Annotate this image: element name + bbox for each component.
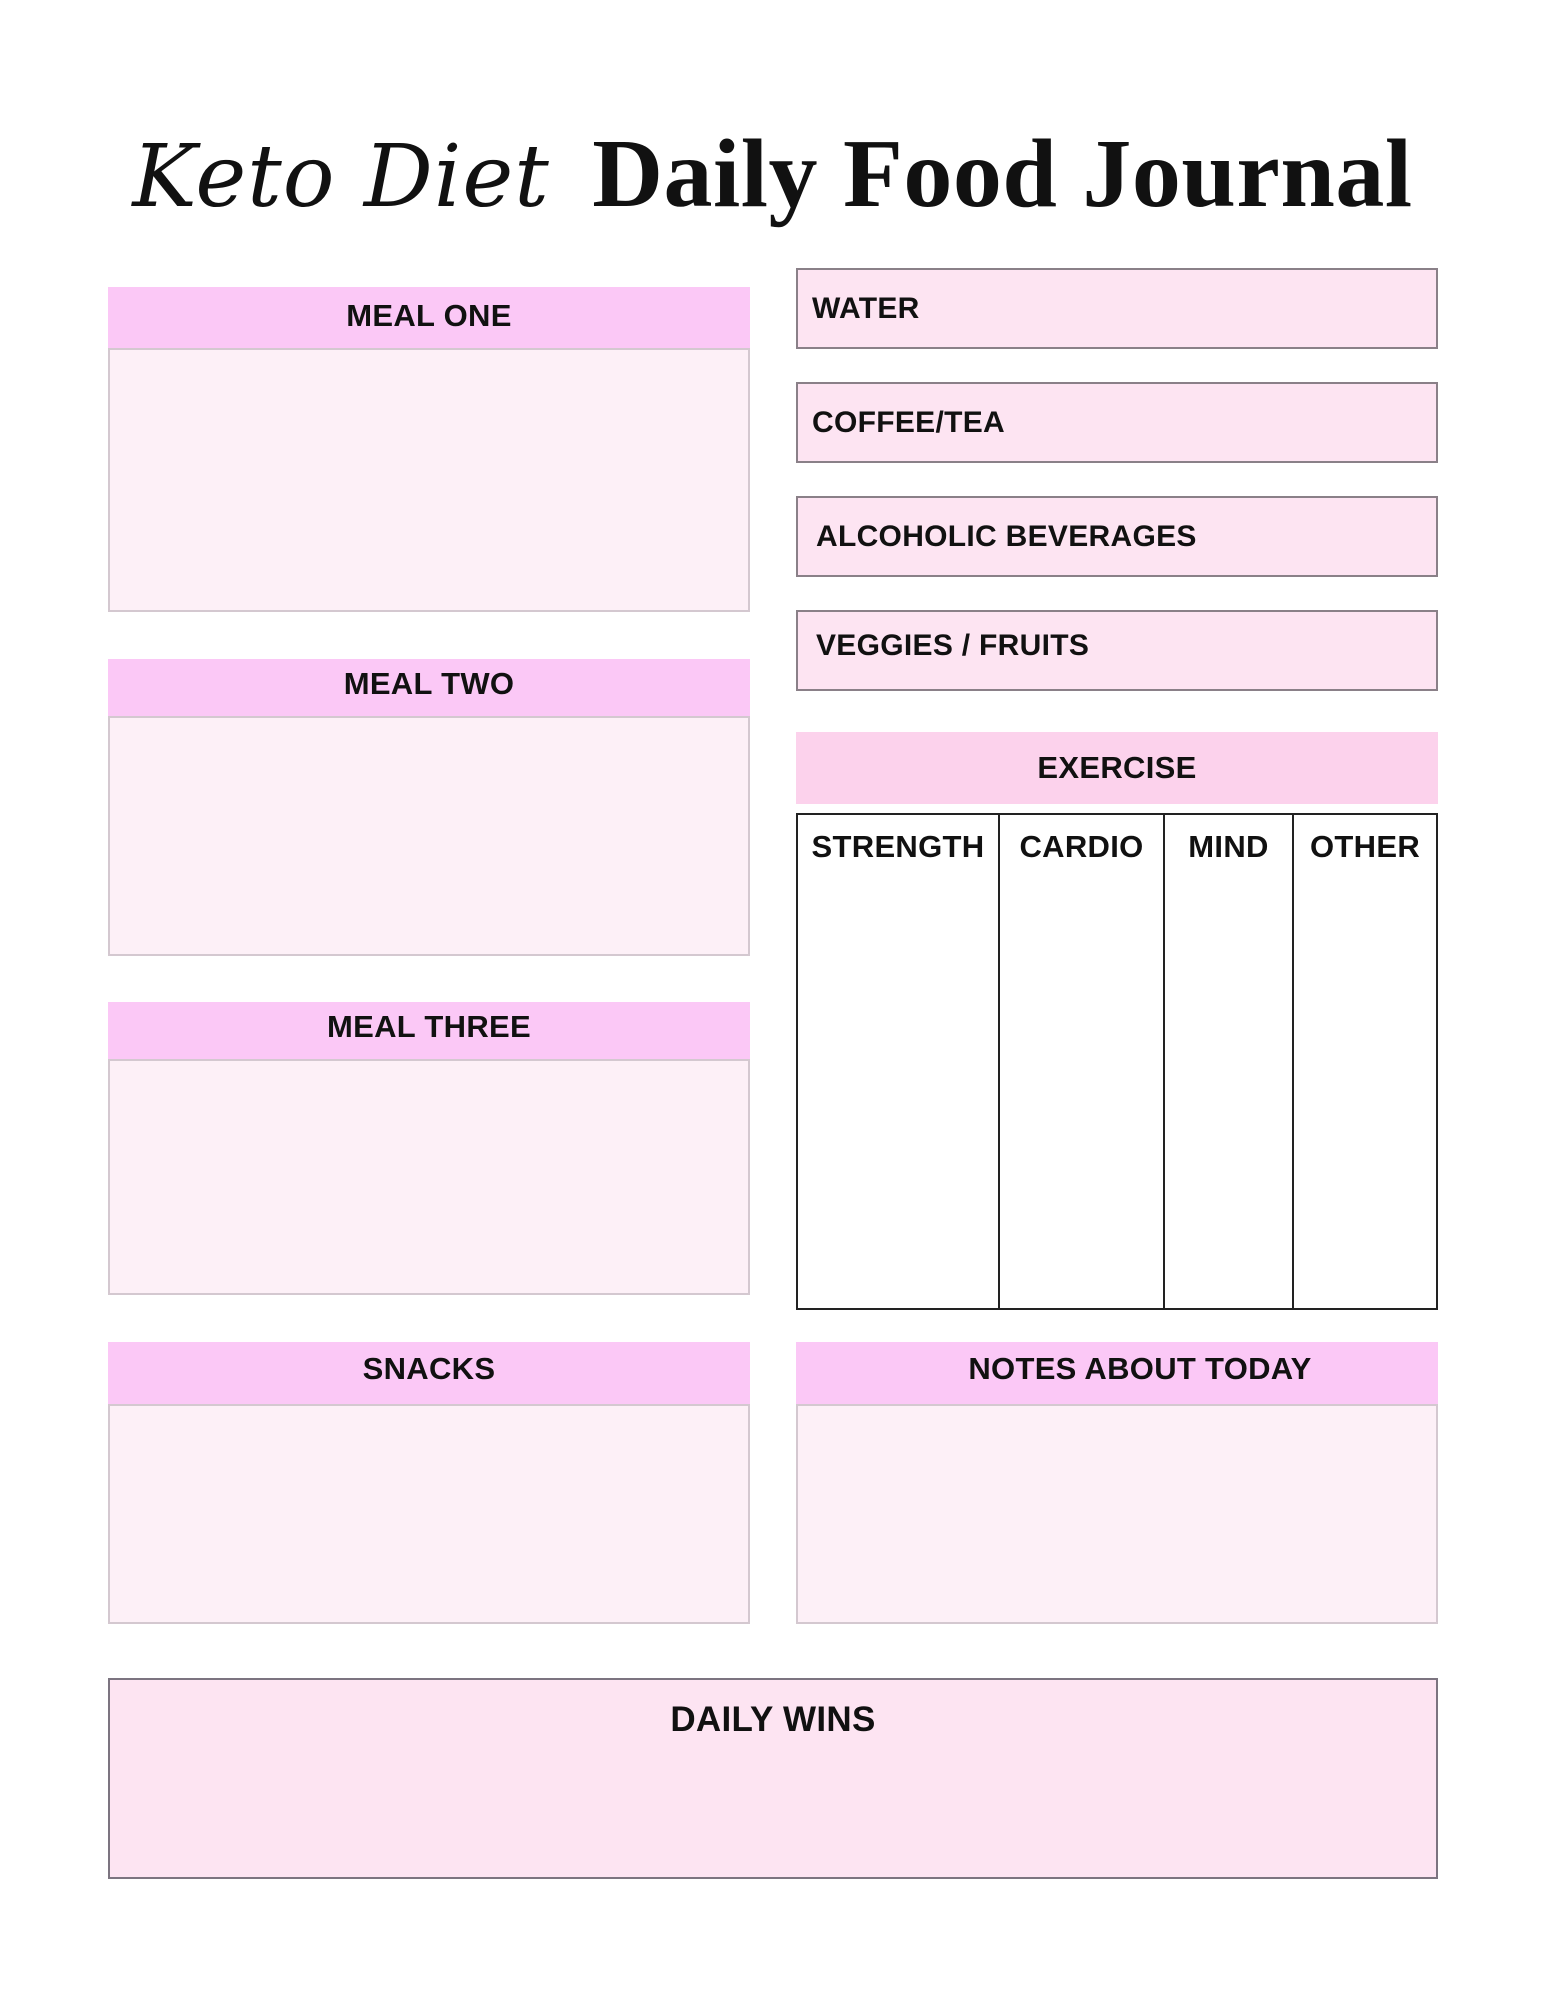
water-label: WATER bbox=[812, 292, 920, 325]
water-field[interactable] bbox=[796, 268, 1438, 349]
notes-writing-area[interactable] bbox=[796, 1404, 1438, 1624]
alcoholic-beverages-field[interactable] bbox=[796, 496, 1438, 577]
meal-three-writing-area[interactable] bbox=[108, 1059, 750, 1295]
title-main-text: Daily Food Journal bbox=[592, 120, 1413, 228]
exercise-column-label: OTHER bbox=[1310, 829, 1420, 864]
exercise-column-cardio[interactable] bbox=[1000, 815, 1165, 1308]
meal-one-section bbox=[108, 287, 750, 612]
coffee-tea-label: COFFEE/TEA bbox=[812, 406, 1006, 439]
exercise-column-other[interactable] bbox=[1294, 815, 1436, 1308]
exercise-header: EXERCISE bbox=[796, 732, 1438, 804]
meal-one-header: MEAL ONE bbox=[108, 287, 750, 348]
veggies-fruits-field[interactable] bbox=[796, 610, 1438, 691]
notes-header: NOTES ABOUT TODAY bbox=[796, 1342, 1438, 1404]
meal-two-writing-area[interactable] bbox=[108, 716, 750, 956]
title-script-text: Keto Diet bbox=[132, 127, 550, 227]
exercise-column-mind[interactable] bbox=[1165, 815, 1294, 1308]
notes-section bbox=[796, 1342, 1438, 1624]
exercise-table bbox=[796, 813, 1438, 1310]
meal-three-section bbox=[108, 1002, 750, 1295]
snacks-section bbox=[108, 1342, 750, 1624]
daily-wins-field[interactable] bbox=[108, 1678, 1438, 1879]
alcoholic-beverages-label: ALCOHOLIC BEVERAGES bbox=[816, 520, 1197, 553]
veggies-fruits-label: VEGGIES / FRUITS bbox=[816, 629, 1090, 662]
daily-wins-label: DAILY WINS bbox=[670, 1700, 876, 1739]
meal-two-section bbox=[108, 659, 750, 956]
page-title bbox=[0, 118, 1545, 230]
meal-two-header: MEAL TWO bbox=[108, 659, 750, 716]
meal-one-writing-area[interactable] bbox=[108, 348, 750, 612]
exercise-column-strength[interactable] bbox=[798, 815, 1000, 1308]
snacks-header: SNACKS bbox=[108, 1342, 750, 1404]
coffee-tea-field[interactable] bbox=[796, 382, 1438, 463]
meal-three-header: MEAL THREE bbox=[108, 1002, 750, 1059]
snacks-writing-area[interactable] bbox=[108, 1404, 750, 1624]
exercise-column-label: MIND bbox=[1188, 829, 1269, 864]
exercise-column-label: STRENGTH bbox=[811, 829, 985, 864]
exercise-column-label: CARDIO bbox=[1019, 829, 1144, 864]
